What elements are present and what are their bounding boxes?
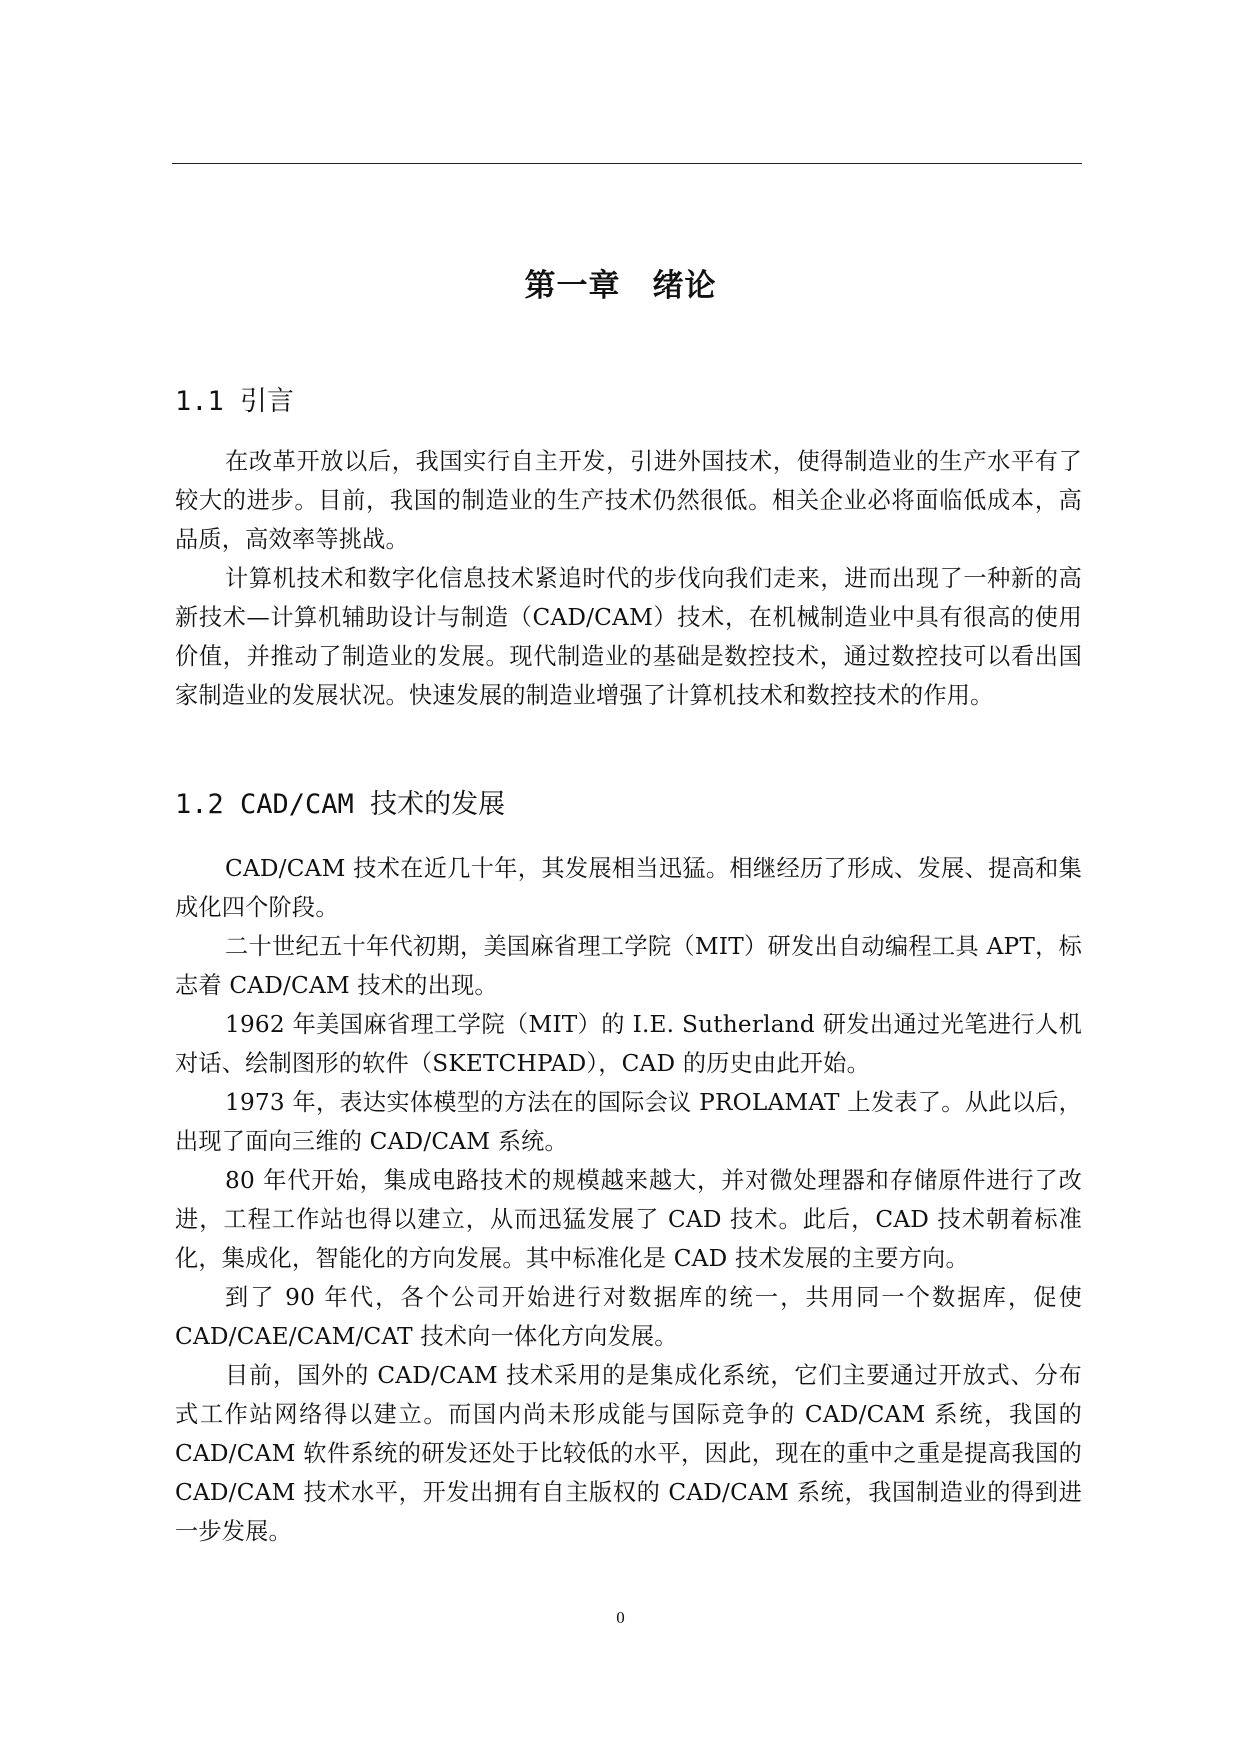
section-body-intro <box>175 442 1082 715</box>
chapter-title: 第一章 绪论 <box>524 268 717 304</box>
header-rule <box>172 163 1082 164</box>
paragraph: 计算机技术和数字化信息技术紧追时代的步伐向我们走来，进而出现了一种新的高新技术—计算机辅助设计与制造（CAD/CAM）技术，在机械制造业中具有很高的使用价值，并推动了制造业的发展。现代制造业的基础是数控技术，通过数控技可以看出国家制造业的发展状况。快速发展的制造业增强了计算机技术和数控技术的作用。 <box>175 565 1082 709</box>
section-heading-intro: 1.1 引言 <box>175 386 295 417</box>
paragraph: 1973 年，表达实体模型的方法在的国际会议 PROLAMAT 上发表了。从此以后，出现了面向三维的 CAD/CAM 系统。 <box>175 1089 1082 1155</box>
paragraph: 目前，国外的 CAD/CAM 技术采用的是集成化系统，它们主要通过开放式、分布式工作站网络得以建立。而国内尚未形成能与国际竞争的 CAD/CAM 系统，我国的 CAD/CAM 软件系统的研发还处于比较低的水平，因此，现在的重中之重是提高我国的 CAD/CAM 技术水平，开发出拥有自主版权的 CAD/CAM 系统，我国制造业的得到进一步发展。 <box>175 1362 1082 1545</box>
section-body-cadcam-development <box>175 849 1082 1551</box>
paragraph: CAD/CAM 技术在近几十年，其发展相当迅猛。相继经历了形成、发展、提高和集成化四个阶段。 <box>175 855 1082 921</box>
paragraph: 到了 90 年代，各个公司开始进行对数据库的统一，共用同一个数据库，促使 CAD/CAE/CAM/CAT 技术向一体化方向发展。 <box>175 1284 1082 1350</box>
paragraph: 80 年代开始，集成电路技术的规模越来越大，并对微处理器和存储原件进行了改进，工程工作站也得以建立，从而迅猛发展了 CAD 技术。此后，CAD 技术朝着标准化，集成化，智能化的方向发展。其中标准化是 CAD 技术发展的主要方向。 <box>175 1167 1082 1272</box>
paragraph: 1962 年美国麻省理工学院（MIT）的 I.E. Sutherland 研发出通过光笔进行人机对话、绘制图形的软件（SKETCHPAD），CAD 的历史由此开始。 <box>175 1011 1082 1077</box>
paragraph: 在改革开放以后，我国实行自主开发，引进外国技术，使得制造业的生产水平有了较大的进步。目前，我国的制造业的生产技术仍然很低。相关企业必将面临低成本，高品质，高效率等挑战。 <box>175 448 1082 553</box>
section-heading-cadcam-development: 1.2 CAD/CAM 技术的发展 <box>175 789 506 820</box>
page-number: 0 <box>616 1608 625 1627</box>
paragraph: 二十世纪五十年代初期，美国麻省理工学院（MIT）研发出自动编程工具 APT，标志着 CAD/CAM 技术的出现。 <box>175 933 1082 999</box>
